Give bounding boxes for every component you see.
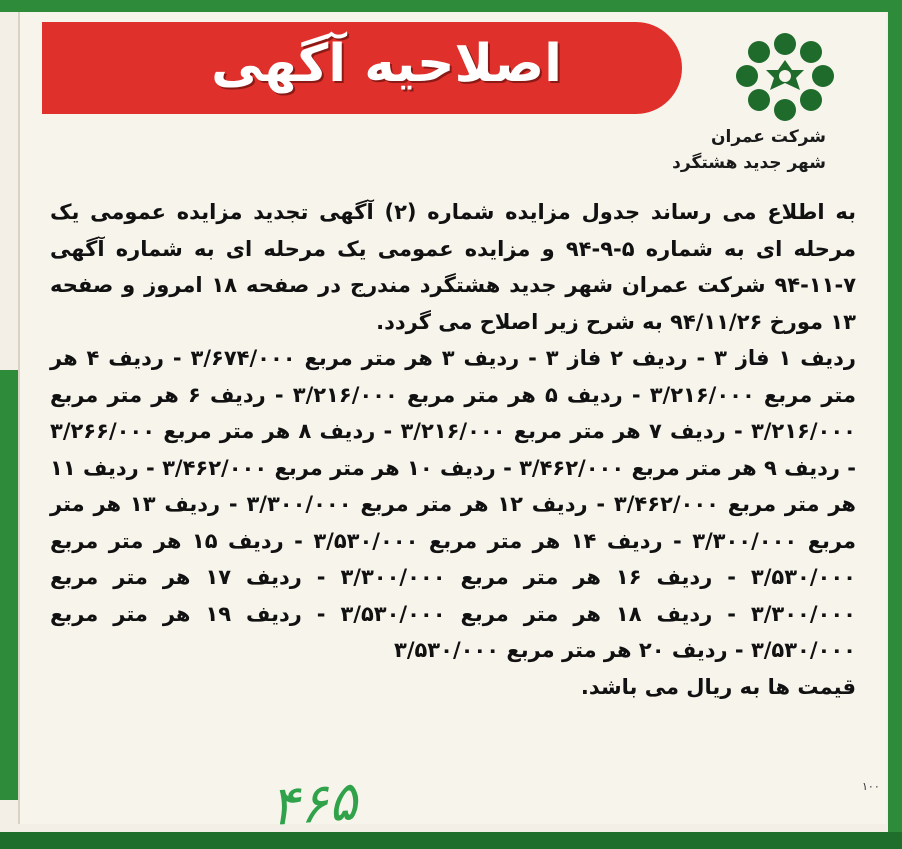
frame-bottom-border <box>0 832 902 849</box>
frame-right-border <box>888 0 902 849</box>
company-name-line2: شهر جدید هشتگرد <box>672 153 826 173</box>
company-name <box>672 124 826 176</box>
title-banner <box>42 22 682 114</box>
notice-title: اصلاحیه آگهی <box>211 34 562 94</box>
handwritten-number: ۴۶۵ <box>267 769 360 838</box>
company-logo-icon <box>720 30 850 130</box>
notice-details: ردیف ۱ فاز ۳ - ردیف ۲ فاز ۳ - ردیف ۳ هر متر مربع ۳/۶۷۴/۰۰۰ - ردیف ۴ هر متر مربع ۳/۲۱۶/۰۰۰ - ردیف ۵ هر متر مربع ۳/۲۱۶/۰۰۰ - ردیف ۶ هر متر مربع ۳/۲۱۶/۰۰۰ - ردیف ۷ هر متر مربع ۳/۲۱۶/۰۰۰ - ردیف ۸ هر متر مربع ۳/۲۶۶/۰۰۰ - ردیف ۹ هر متر مربع ۳/۴۶۲/۰۰۰ - ردیف ۱۰ هر متر مربع ۳/۴۶۲/۰۰۰ - ردیف ۱۱ هر متر مربع ۳/۴۶۲/۰۰۰ - ردیف ۱۲ هر متر مربع ۳/۳۰۰/۰۰۰ - ردیف ۱۳ هر متر مربع ۳/۳۰۰/۰۰۰ - ردیف ۱۴ هر متر مربع ۳/۵۳۰/۰۰۰ - ردیف ۱۵ هر متر مربع ۳/۵۳۰/۰۰۰ - ردیف ۱۶ هر متر مربع ۳/۳۰۰/۰۰۰ - ردیف ۱۷ هر متر مربع ۳/۳۰۰/۰۰۰ - ردیف ۱۸ هر متر مربع ۳/۵۳۰/۰۰۰ - ردیف ۱۹ هر متر مربع ۳/۵۳۰/۰۰۰ - ردیف ۲۰ هر متر مربع ۳/۵۳۰/۰۰۰ <box>50 346 856 662</box>
notice-intro: به اطلاع می رساند جدول مزایده شماره (۲) آگهی تجدید مزایده عمومی یک مرحله ای به شماره ۵-۹-۹۴ و مزایده عمومی یک مرحله ای به شماره آگهی ۷-۱۱-۹۴ شرکت عمران شهر جدید هشتگرد مندرج در صفحه ۱۸ امروز و صفحه ۱۳ مورخ ۹۴/۱۱/۲۶ به شرح زیر اصلاح می گردد. <box>50 200 857 334</box>
company-name-line1: شرکت عمران <box>710 127 826 147</box>
frame-top-border <box>0 0 902 12</box>
notice-body <box>50 194 856 705</box>
notice-card <box>18 12 886 824</box>
page-number: ۱۰۰ <box>862 780 880 793</box>
price-note: قیمت ها به ریال می باشد. <box>580 674 856 699</box>
